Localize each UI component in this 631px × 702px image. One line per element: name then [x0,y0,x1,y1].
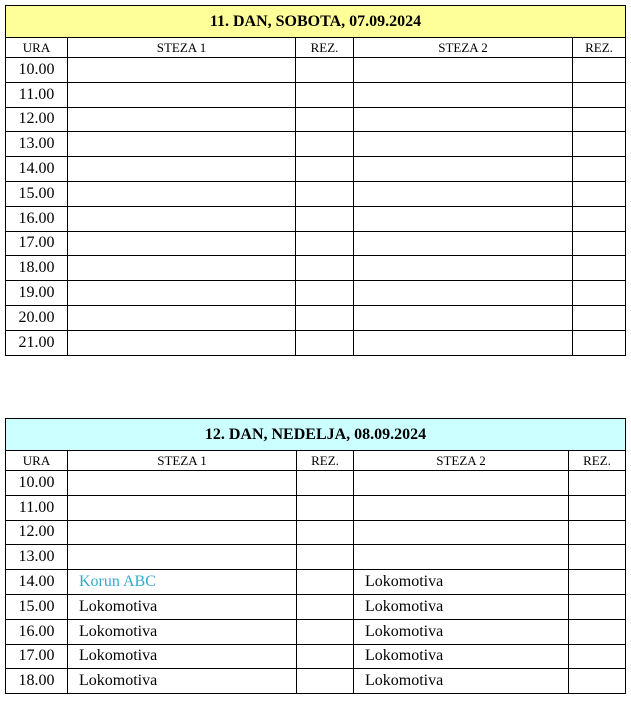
table-row [6,669,626,694]
rez-1-cell [296,330,354,355]
header-ura: URA [6,38,68,58]
steza-2-cell [354,181,573,206]
rez-2-cell [569,570,626,595]
rez-1-cell [296,206,354,231]
schedule-table-day-11 [5,5,626,356]
rez-1-cell [297,570,354,595]
steza-1-cell [68,305,296,330]
steza-2-cell: Lokomotiva [354,644,569,669]
steza-1-cell [68,231,296,256]
rez-1-cell [297,520,354,545]
rez-2-cell [573,132,626,157]
time-cell: 16.00 [6,206,68,231]
steza-2-cell [354,330,573,355]
rez-1-cell [296,132,354,157]
steza-1-cell [68,82,296,107]
rez-2-cell [569,520,626,545]
steza-1-cell [68,545,297,570]
time-cell: 14.00 [6,157,68,182]
steza-1-cell: Lokomotiva [68,669,297,694]
table-row [6,471,626,496]
steza-2-cell [354,82,573,107]
header-steza-2: STEZA 2 [354,38,573,58]
table-row [6,520,626,545]
header-rez-1: REZ. [297,451,354,471]
table-row [6,58,626,83]
steza-2-cell [354,281,573,306]
rez-1-cell [296,58,354,83]
time-cell: 20.00 [6,305,68,330]
time-cell: 17.00 [6,644,68,669]
time-cell: 15.00 [6,181,68,206]
steza-2-cell: Lokomotiva [354,669,569,694]
rez-2-cell [569,545,626,570]
table-row [6,206,626,231]
steza-1-cell: Lokomotiva [68,594,297,619]
time-cell: 16.00 [6,619,68,644]
table-row [6,107,626,132]
time-cell: 11.00 [6,495,68,520]
header-ura: URA [6,451,68,471]
rez-2-cell [569,471,626,496]
rez-2-cell [573,82,626,107]
day-title-row [6,419,626,451]
rez-1-cell [297,644,354,669]
header-rez-1: REZ. [296,38,354,58]
time-cell: 10.00 [6,58,68,83]
day-title: 12. DAN, NEDELJA, 08.09.2024 [6,419,626,451]
column-header-row [6,38,626,58]
day-title: 11. DAN, SOBOTA, 07.09.2024 [6,6,626,38]
rez-1-cell [297,594,354,619]
time-cell: 11.00 [6,82,68,107]
steza-2-cell [354,471,569,496]
steza-1-cell [68,58,296,83]
time-cell: 17.00 [6,231,68,256]
table-row [6,619,626,644]
rez-2-cell [573,107,626,132]
steza-1-cell [68,330,296,355]
steza-1-cell [68,206,296,231]
steza-2-cell [354,132,573,157]
table-row [6,644,626,669]
table-row [6,82,626,107]
schedule-table-day-12 [5,418,626,694]
table-row [6,157,626,182]
header-rez-2: REZ. [569,451,626,471]
rez-2-cell [573,281,626,306]
steza-1-cell: Korun ABC [68,570,297,595]
time-cell: 19.00 [6,281,68,306]
header-steza-1: STEZA 1 [68,451,297,471]
steza-1-cell [68,471,297,496]
rez-1-cell [297,619,354,644]
rez-1-cell [296,256,354,281]
rez-1-cell [297,545,354,570]
steza-1-cell [68,256,296,281]
steza-2-cell [354,231,573,256]
time-cell: 10.00 [6,471,68,496]
table-row [6,132,626,157]
header-steza-1: STEZA 1 [68,38,296,58]
time-cell: 18.00 [6,669,68,694]
rez-2-cell [573,330,626,355]
time-cell: 12.00 [6,520,68,545]
table-row [6,231,626,256]
steza-1-cell [68,495,297,520]
steza-2-cell [354,107,573,132]
table-row [6,330,626,355]
rez-2-cell [573,231,626,256]
table-row [6,495,626,520]
table-row [6,281,626,306]
rez-1-cell [297,471,354,496]
steza-1-cell [68,107,296,132]
rez-1-cell [296,82,354,107]
day-title-row [6,6,626,38]
time-cell: 14.00 [6,570,68,595]
rez-1-cell [296,107,354,132]
rez-1-cell [297,669,354,694]
steza-1-cell: Lokomotiva [68,619,297,644]
time-cell: 13.00 [6,132,68,157]
steza-1-cell [68,281,296,306]
time-cell: 15.00 [6,594,68,619]
rez-2-cell [573,256,626,281]
steza-1-cell: Lokomotiva [68,644,297,669]
steza-1-cell [68,132,296,157]
rez-1-cell [296,231,354,256]
time-cell: 21.00 [6,330,68,355]
rez-2-cell [569,644,626,669]
steza-2-cell: Lokomotiva [354,619,569,644]
table-row [6,305,626,330]
table-row [6,256,626,281]
steza-2-cell: Lokomotiva [354,570,569,595]
rez-2-cell [569,619,626,644]
steza-2-cell [354,157,573,182]
steza-2-cell [354,305,573,330]
table-row [6,545,626,570]
rez-2-cell [573,181,626,206]
steza-2-cell: Lokomotiva [354,594,569,619]
steza-2-cell [354,206,573,231]
steza-2-cell [354,58,573,83]
steza-2-cell [354,545,569,570]
rez-1-cell [296,305,354,330]
steza-1-cell [68,520,297,545]
rez-1-cell [296,157,354,182]
header-steza-2: STEZA 2 [354,451,569,471]
steza-2-cell [354,256,573,281]
rez-2-cell [569,594,626,619]
rez-2-cell [573,305,626,330]
rez-2-cell [573,206,626,231]
steza-2-cell [354,495,569,520]
table-row [6,594,626,619]
table-row [6,181,626,206]
steza-1-cell [68,181,296,206]
table-row [6,570,626,595]
rez-1-cell [296,281,354,306]
rez-2-cell [569,669,626,694]
rez-2-cell [573,157,626,182]
steza-1-cell [68,157,296,182]
rez-2-cell [569,495,626,520]
rez-2-cell [573,58,626,83]
steza-2-cell [354,520,569,545]
header-rez-2: REZ. [573,38,626,58]
column-header-row [6,451,626,471]
time-cell: 12.00 [6,107,68,132]
time-cell: 18.00 [6,256,68,281]
rez-1-cell [297,495,354,520]
time-cell: 13.00 [6,545,68,570]
rez-1-cell [296,181,354,206]
